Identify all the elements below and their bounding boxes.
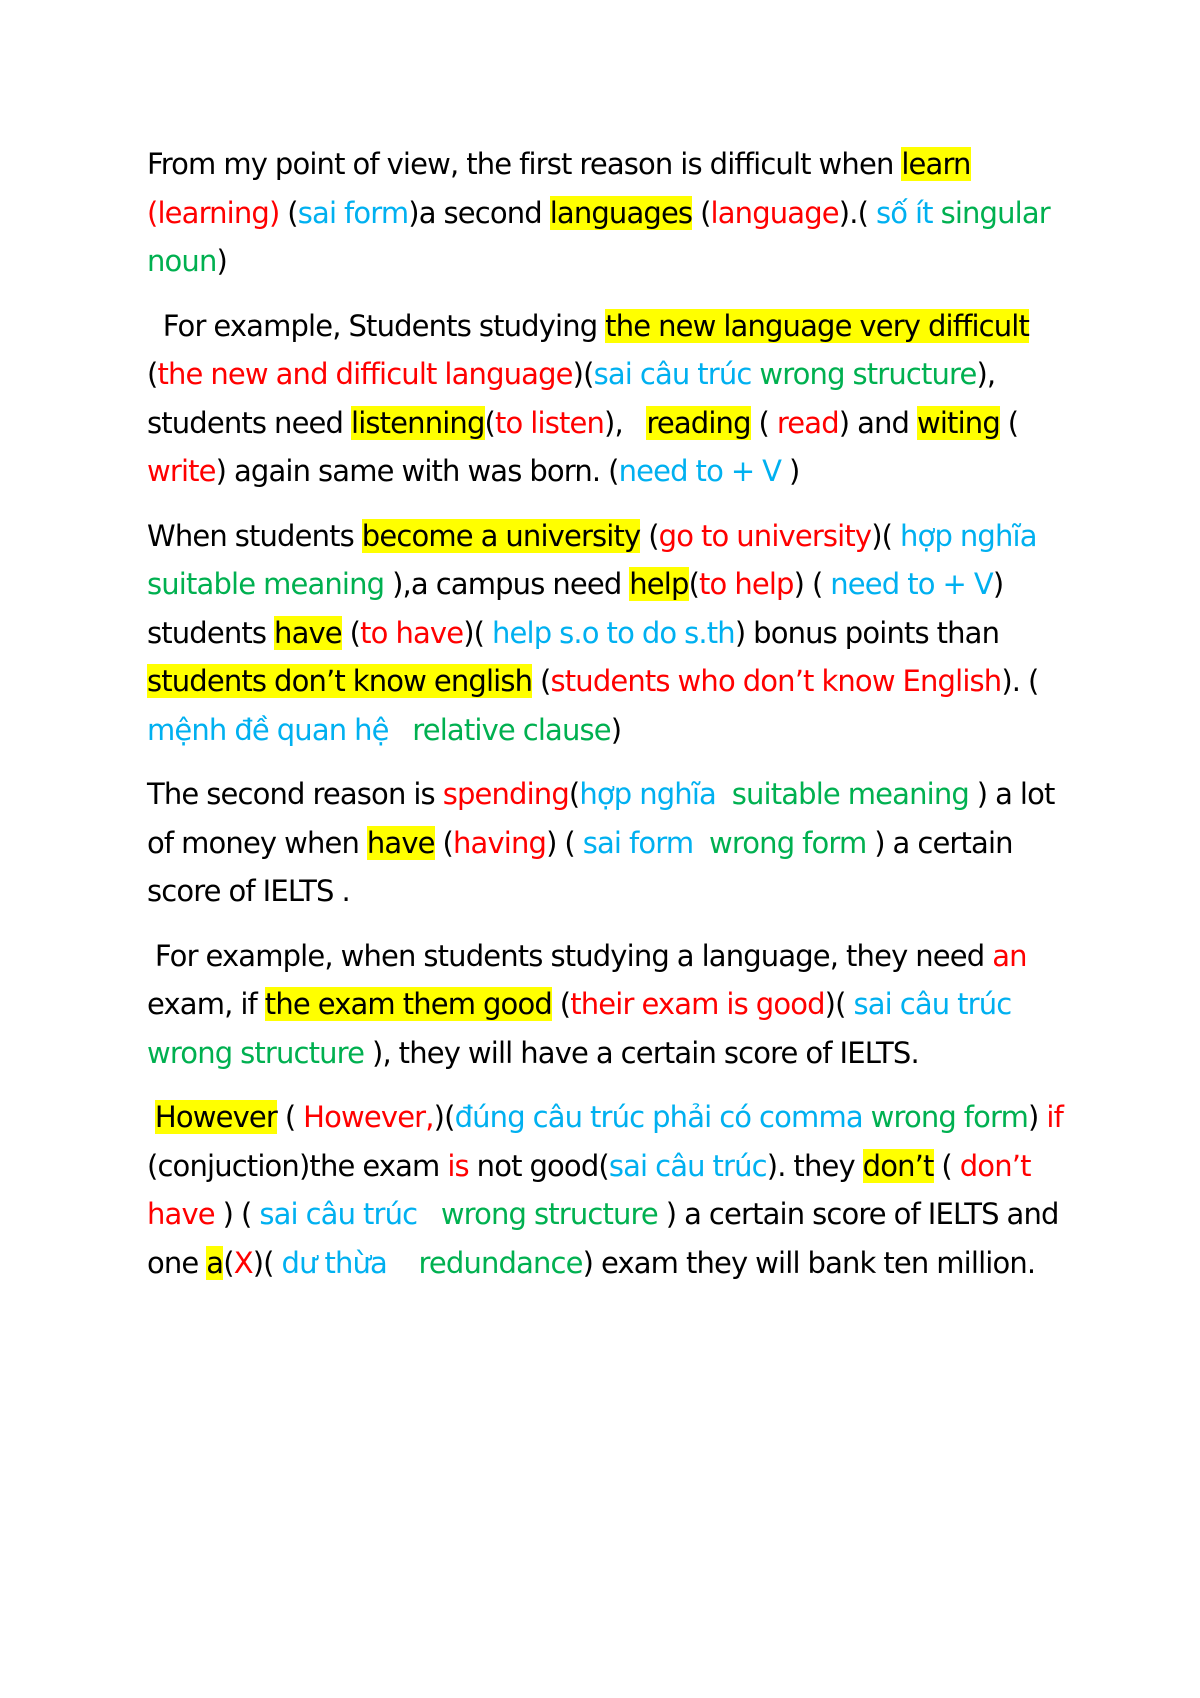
text-run: ). ( <box>1001 664 1047 698</box>
vietnamese-note: help s.o to do s.th <box>492 615 735 650</box>
text-run: ). they <box>766 1148 863 1183</box>
text-run: ).( <box>838 195 876 230</box>
text-run <box>863 1100 871 1134</box>
text-run: ( <box>484 405 495 440</box>
vietnamese-note: need to + V <box>830 567 993 601</box>
text-run: ( <box>532 664 551 698</box>
correction: an <box>992 938 1027 973</box>
text-run: The second reason is <box>147 777 443 811</box>
text-run: ( <box>434 825 454 860</box>
text-run: ( <box>276 1100 304 1134</box>
text-run <box>933 196 941 230</box>
text-run <box>417 1197 441 1231</box>
text-run: ( <box>933 1148 960 1183</box>
text-run <box>387 1246 418 1280</box>
vietnamese-note: sai form <box>582 825 694 860</box>
text-run: ( <box>147 308 1037 391</box>
text-run: ),a campus need <box>384 567 630 601</box>
text-run: ) ( <box>546 825 583 860</box>
highlighted-error: the new language very difficult <box>605 308 1030 343</box>
correction: to help <box>699 567 794 601</box>
text-run: ( <box>750 405 777 440</box>
text-run: )( <box>433 1100 455 1134</box>
text-run: exam, if <box>147 938 1035 1021</box>
highlighted-error: reading <box>646 405 751 440</box>
vietnamese-note: mệnh đề quan hệ <box>147 712 389 747</box>
paragraph <box>147 932 1077 1078</box>
text-run: ) bonus points than <box>734 615 1008 650</box>
highlighted-error: the exam them good <box>264 987 552 1021</box>
text-run: ) ( <box>793 567 831 601</box>
text-run: ( <box>341 615 361 650</box>
correction: However, <box>303 1100 434 1134</box>
paragraph <box>147 770 1077 916</box>
text-run: ( <box>999 405 1027 440</box>
text-run: ) <box>216 244 227 278</box>
text-run: (conjuction)the exam <box>147 1100 1079 1183</box>
text-run: ) <box>610 712 622 747</box>
text-run: ) a certain score of IELTS . <box>147 825 1021 908</box>
correction: students who don’t know English <box>550 664 1002 698</box>
correction: language <box>710 195 839 230</box>
vietnamese-note: sai câu trúc <box>593 357 752 391</box>
text-run: ( <box>688 567 700 601</box>
text-run <box>389 713 413 747</box>
text-run: not good( <box>468 1148 609 1183</box>
paragraph <box>147 512 1077 755</box>
text-run: )( <box>252 1245 282 1280</box>
text-run: ) <box>781 454 800 488</box>
text-run: For example, Students studying <box>147 308 606 343</box>
highlighted-error: help <box>629 567 689 601</box>
english-note: suitable meaning <box>731 777 969 811</box>
highlighted-error: students don’t know english <box>147 664 533 698</box>
highlighted-error: languages <box>549 195 693 230</box>
vietnamese-note: số ít <box>875 195 933 230</box>
correction: to listen <box>495 405 604 440</box>
english-note: wrong structure <box>147 1035 365 1070</box>
vietnamese-note: đúng câu trúc phải có comma <box>454 1100 863 1134</box>
vietnamese-note: sai câu trúc <box>608 1148 767 1183</box>
text-run <box>147 1100 155 1134</box>
text-run: ), they will have a certain score of IELTS. <box>364 1035 919 1070</box>
text-run: ) <box>1028 1100 1047 1134</box>
highlighted-error: a <box>206 1245 224 1280</box>
correction: read <box>776 405 839 440</box>
vietnamese-note: hợp nghĩa <box>900 518 1037 553</box>
correction: write <box>147 454 216 488</box>
vietnamese-note: sai câu trúc <box>853 987 1012 1021</box>
correction: spending <box>442 777 569 811</box>
text-run: For example, when students studying a language, they need <box>147 938 993 973</box>
english-note: redundance <box>418 1245 583 1280</box>
highlighted-error: witing <box>916 405 1000 440</box>
correction: to have <box>360 615 464 650</box>
text-run: ( <box>279 195 298 230</box>
text-run: ( <box>551 987 571 1021</box>
correction: is <box>447 1148 469 1183</box>
highlighted-error: have <box>366 825 435 860</box>
text-run: )a second <box>408 195 550 230</box>
text-run: )( <box>871 518 901 553</box>
text-run: ), students need <box>147 357 1004 440</box>
english-note: wrong structure <box>759 357 977 391</box>
correction: the new and difficult language <box>157 357 573 391</box>
text-run: From my point of view, the first reason is difficult when <box>147 147 902 181</box>
text-run <box>1037 519 1053 553</box>
vietnamese-note: sai câu trúc <box>259 1197 418 1231</box>
text-run: ) students <box>147 567 1012 650</box>
text-run <box>693 826 709 860</box>
text-run: )( <box>463 615 492 650</box>
paragraph <box>147 1093 1077 1287</box>
text-run: )( <box>824 987 854 1021</box>
text-run: ( <box>692 195 711 230</box>
text-run <box>1011 987 1035 1021</box>
highlighted-error: have <box>274 615 342 650</box>
text-run: ) again same with was born. ( <box>215 454 619 488</box>
english-note: singular noun <box>147 195 1058 278</box>
text-run: ) a lot of money when <box>147 777 1063 860</box>
correction: don’t have <box>147 1148 1039 1231</box>
vietnamese-note: hợp nghĩa <box>579 777 716 811</box>
correction: X <box>233 1245 253 1280</box>
correction: having <box>453 825 547 860</box>
english-note: wrong form <box>870 1100 1029 1134</box>
paragraph <box>147 302 1077 496</box>
text-run: ) a certain score of IELTS and one <box>147 1197 1067 1280</box>
highlighted-error: become a university <box>361 518 641 553</box>
text-run: ) exam they will bank ten million. <box>582 1245 1036 1280</box>
vietnamese-note: need to + V <box>618 454 782 488</box>
highlighted-error: However <box>154 1100 277 1134</box>
text-run: ( <box>640 518 659 553</box>
correction: their exam is good <box>570 987 825 1021</box>
english-note: wrong form <box>708 825 867 860</box>
highlighted-error: don’t <box>862 1148 934 1183</box>
text-run <box>716 777 732 811</box>
text-run <box>971 147 979 181</box>
correction: if <box>1046 1100 1063 1134</box>
highlighted-error: listenning <box>350 405 485 440</box>
highlighted-error: learn <box>901 147 971 181</box>
text-run: When students <box>147 518 362 553</box>
english-note: suitable meaning <box>147 567 385 601</box>
text-run: )( <box>572 357 594 391</box>
correction: (learning) <box>147 195 280 230</box>
document-body <box>147 140 1077 1303</box>
text-run: ) ( <box>214 1197 260 1231</box>
paragraph <box>147 140 1077 286</box>
english-note: relative clause <box>412 712 611 747</box>
text-run: ), <box>604 405 647 440</box>
text-run: ( <box>568 777 580 811</box>
correction: go to university <box>658 518 872 553</box>
vietnamese-note: sai form <box>297 195 409 230</box>
text-run: ) and <box>838 405 917 440</box>
vietnamese-note: dư thừa <box>281 1245 387 1280</box>
text-run: ( <box>223 1245 234 1280</box>
english-note: wrong structure <box>440 1197 658 1231</box>
